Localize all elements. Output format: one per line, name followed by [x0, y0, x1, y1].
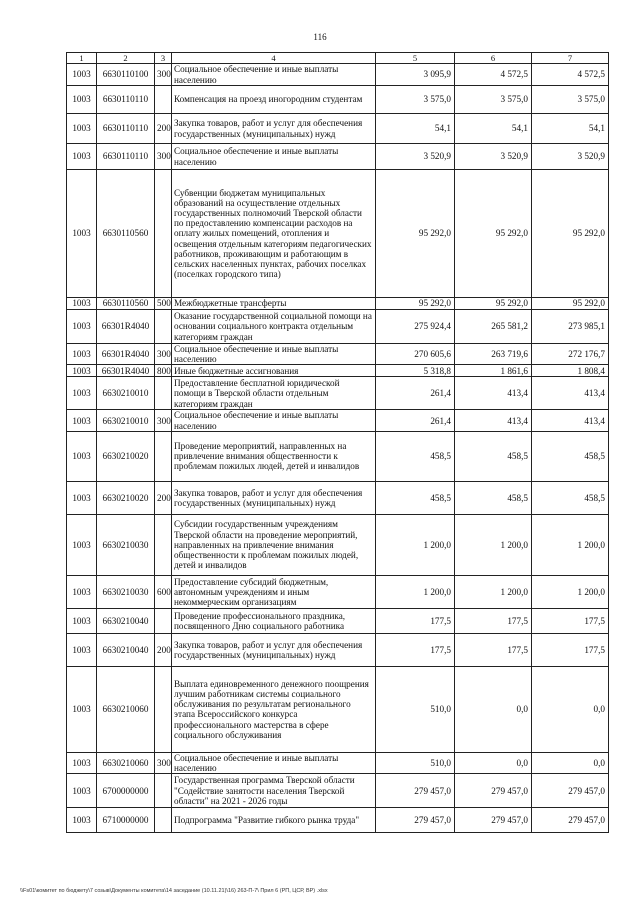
- cell-razdel: 1003: [67, 774, 97, 808]
- cell-v7: 1 200,0: [532, 514, 609, 575]
- cell-razdel: 1003: [67, 298, 97, 310]
- cell-vr: [155, 774, 172, 808]
- cell-v7: 4 572,5: [532, 64, 609, 86]
- cell-name: Государственная программа Тверской области "Содействие занятости населения Тверской области" на 2021 - 2026 годы: [172, 774, 376, 808]
- cell-vr: 200: [155, 633, 172, 666]
- cell-razdel: 1003: [67, 344, 97, 365]
- cell-v6: 54,1: [455, 114, 532, 144]
- cell-razdel: 1003: [67, 514, 97, 575]
- cell-v6: 1 200,0: [455, 514, 532, 575]
- cell-v7: 413,4: [532, 377, 609, 410]
- cell-v7: 177,5: [532, 633, 609, 666]
- cell-vr: [155, 808, 172, 833]
- cell-v6: 3 575,0: [455, 86, 532, 114]
- cell-v6: 263 719,6: [455, 344, 532, 365]
- cell-v5: 3 575,0: [376, 86, 455, 114]
- cell-vr: 300: [155, 64, 172, 86]
- table-row: [67, 808, 609, 833]
- header-cell: 2: [97, 53, 155, 64]
- cell-v6: 95 292,0: [455, 170, 532, 298]
- cell-name: Предоставление бесплатной юридической помощи в Тверской области отдельным категориям граждан: [172, 377, 376, 410]
- header-cell: 3: [155, 53, 172, 64]
- cell-v7: 1 808,4: [532, 365, 609, 377]
- cell-vr: 200: [155, 481, 172, 514]
- cell-v5: 261,4: [376, 377, 455, 410]
- cell-name: Межбюджетные трансферты: [172, 298, 376, 310]
- cell-v6: 177,5: [455, 608, 532, 633]
- page-number: 116: [313, 32, 327, 42]
- cell-csr: 6700000000: [97, 774, 155, 808]
- cell-razdel: 1003: [67, 170, 97, 298]
- cell-name: Закупка товаров, работ и услуг для обеспечения государственных (муниципальных) нужд: [172, 481, 376, 514]
- cell-v6: 177,5: [455, 633, 532, 666]
- cell-razdel: 1003: [67, 310, 97, 344]
- cell-vr: 300: [155, 410, 172, 431]
- cell-v7: 3 575,0: [532, 86, 609, 114]
- cell-v5: 510,0: [376, 666, 455, 752]
- cell-csr: 6630210060: [97, 752, 155, 773]
- cell-razdel: 1003: [67, 633, 97, 666]
- header-cell: 4: [172, 53, 376, 64]
- cell-name: Субсидии государственным учреждениям Тверской области на проведение мероприятий, направленных на привлечение внимания общественности к проблемам пожилых людей, детей и инвалидов: [172, 514, 376, 575]
- table-row: [67, 514, 609, 575]
- cell-csr: 6630110110: [97, 114, 155, 144]
- cell-v6: 279 457,0: [455, 774, 532, 808]
- cell-v6: 1 200,0: [455, 575, 532, 608]
- cell-name: Социальное обеспечение и иные выплаты населению: [172, 64, 376, 86]
- cell-v7: 1 200,0: [532, 575, 609, 608]
- cell-vr: 800: [155, 365, 172, 377]
- cell-v5: 1 200,0: [376, 575, 455, 608]
- cell-csr: 66301R4040: [97, 344, 155, 365]
- cell-name: Закупка товаров, работ и услуг для обеспечения государственных (муниципальных) нужд: [172, 633, 376, 666]
- table-row: [67, 114, 609, 144]
- cell-v7: 413,4: [532, 410, 609, 431]
- table-row: [67, 310, 609, 344]
- cell-name: Социальное обеспечение и иные выплаты населению: [172, 410, 376, 431]
- cell-v5: 54,1: [376, 114, 455, 144]
- cell-v6: 4 572,5: [455, 64, 532, 86]
- cell-vr: [155, 666, 172, 752]
- cell-csr: 6630110560: [97, 298, 155, 310]
- cell-v5: 279 457,0: [376, 774, 455, 808]
- cell-csr: 66301R4040: [97, 365, 155, 377]
- cell-v7: 0,0: [532, 752, 609, 773]
- cell-v5: 279 457,0: [376, 808, 455, 833]
- cell-v5: 275 924,4: [376, 310, 455, 344]
- table-row: [67, 431, 609, 481]
- cell-v7: 3 520,9: [532, 144, 609, 170]
- table-row: [67, 298, 609, 310]
- cell-v6: 458,5: [455, 481, 532, 514]
- cell-csr: 6710000000: [97, 808, 155, 833]
- cell-vr: 600: [155, 575, 172, 608]
- table-row: [67, 752, 609, 773]
- cell-vr: 300: [155, 752, 172, 773]
- cell-v6: 0,0: [455, 666, 532, 752]
- cell-v5: 3 520,9: [376, 144, 455, 170]
- table-row: [67, 64, 609, 86]
- cell-name: Закупка товаров, работ и услуг для обеспечения государственных (муниципальных) нужд: [172, 114, 376, 144]
- cell-razdel: 1003: [67, 808, 97, 833]
- cell-csr: 6630110110: [97, 86, 155, 114]
- cell-name: Иные бюджетные ассигнования: [172, 365, 376, 377]
- table-row: [67, 86, 609, 114]
- cell-v6: 3 520,9: [455, 144, 532, 170]
- cell-v5: 270 605,6: [376, 344, 455, 365]
- table-row: [67, 144, 609, 170]
- cell-razdel: 1003: [67, 64, 97, 86]
- cell-v5: 458,5: [376, 431, 455, 481]
- cell-vr: [155, 310, 172, 344]
- cell-v5: 177,5: [376, 608, 455, 633]
- cell-v5: 1 200,0: [376, 514, 455, 575]
- cell-vr: 500: [155, 298, 172, 310]
- cell-name: Оказание государственной социальной помощи на основании социального контракта отдельным категориям граждан: [172, 310, 376, 344]
- table-row: [67, 633, 609, 666]
- cell-v5: 5 318,8: [376, 365, 455, 377]
- cell-csr: 6630210030: [97, 514, 155, 575]
- cell-csr: 6630210040: [97, 633, 155, 666]
- cell-vr: 300: [155, 344, 172, 365]
- cell-razdel: 1003: [67, 666, 97, 752]
- table-row: [67, 410, 609, 431]
- cell-name: Субвенции бюджетам муниципальных образований на осуществление отдельных государственных полномочий Тверской области по предоставлению компенсации расходов на оплату жилых помещений, отопления и освещения отдельным категориям педагогических работников, проживающим и работающим в сельских населенных пунктах, рабочих поселках (поселках городского типа): [172, 170, 376, 298]
- cell-csr: 66301R4040: [97, 310, 155, 344]
- cell-vr: [155, 170, 172, 298]
- cell-v6: 413,4: [455, 377, 532, 410]
- cell-v7: 458,5: [532, 481, 609, 514]
- cell-vr: [155, 377, 172, 410]
- header-cell: 1: [67, 53, 97, 64]
- cell-name: Выплата единовременного денежного поощрения лучшим работникам системы социального обслуживания по результатам регионального этапа Всероссийского конкурса профессионального мастерства в сфере социального обслуживания: [172, 666, 376, 752]
- header-cell: 7: [532, 53, 609, 64]
- cell-v5: 95 292,0: [376, 170, 455, 298]
- budget-table: [66, 52, 609, 833]
- cell-razdel: 1003: [67, 481, 97, 514]
- cell-v6: 0,0: [455, 752, 532, 773]
- header-cell: 6: [455, 53, 532, 64]
- cell-name: Проведение профессионального праздника, посвященного Дню социального работника: [172, 608, 376, 633]
- cell-v7: 273 985,1: [532, 310, 609, 344]
- cell-v7: 279 457,0: [532, 774, 609, 808]
- cell-v7: 95 292,0: [532, 298, 609, 310]
- cell-razdel: 1003: [67, 144, 97, 170]
- cell-vr: [155, 431, 172, 481]
- file-path-footer: \\Fs01\комитет по бюджету\7 созыв\Документы комитета\14 заседание (10.11.21)\16) 263-П-7\ Прил 6 (РП, ЦСР, ВР) .xlsx: [20, 888, 328, 894]
- cell-v6: 95 292,0: [455, 298, 532, 310]
- cell-name: Социальное обеспечение и иные выплаты населению: [172, 752, 376, 773]
- table-row: [67, 344, 609, 365]
- cell-csr: 6630210020: [97, 481, 155, 514]
- cell-v7: 95 292,0: [532, 170, 609, 298]
- cell-vr: [155, 86, 172, 114]
- cell-name: Социальное обеспечение и иные выплаты населению: [172, 144, 376, 170]
- cell-v5: 458,5: [376, 481, 455, 514]
- cell-name: Проведение мероприятий, направленных на привлечение внимания общественности к проблемам пожилых людей, детей и инвалидов: [172, 431, 376, 481]
- cell-vr: 300: [155, 144, 172, 170]
- cell-csr: 6630110100: [97, 64, 155, 86]
- cell-razdel: 1003: [67, 365, 97, 377]
- table-row: [67, 170, 609, 298]
- table-row: [67, 666, 609, 752]
- table-row: [67, 608, 609, 633]
- header-row: [67, 53, 609, 64]
- cell-v7: 279 457,0: [532, 808, 609, 833]
- cell-v7: 0,0: [532, 666, 609, 752]
- cell-name: Социальное обеспечение и иные выплаты населению: [172, 344, 376, 365]
- cell-csr: 6630210010: [97, 377, 155, 410]
- cell-v6: 458,5: [455, 431, 532, 481]
- cell-v6: 413,4: [455, 410, 532, 431]
- cell-v5: 510,0: [376, 752, 455, 773]
- cell-razdel: 1003: [67, 608, 97, 633]
- cell-v6: 279 457,0: [455, 808, 532, 833]
- cell-v7: 54,1: [532, 114, 609, 144]
- cell-razdel: 1003: [67, 86, 97, 114]
- table-row: [67, 365, 609, 377]
- cell-razdel: 1003: [67, 410, 97, 431]
- cell-v5: 261,4: [376, 410, 455, 431]
- cell-v6: 265 581,2: [455, 310, 532, 344]
- cell-csr: 6630210010: [97, 410, 155, 431]
- cell-v6: 1 861,6: [455, 365, 532, 377]
- cell-name: Подпрограмма "Развитие гибкого рынка труда": [172, 808, 376, 833]
- cell-v7: 458,5: [532, 431, 609, 481]
- table-row: [67, 481, 609, 514]
- cell-razdel: 1003: [67, 114, 97, 144]
- cell-csr: 6630210060: [97, 666, 155, 752]
- table-row: [67, 774, 609, 808]
- cell-csr: 6630210040: [97, 608, 155, 633]
- table-row: [67, 377, 609, 410]
- cell-csr: 6630210030: [97, 575, 155, 608]
- header-cell: 5: [376, 53, 455, 64]
- cell-razdel: 1003: [67, 377, 97, 410]
- cell-csr: 6630210020: [97, 431, 155, 481]
- cell-csr: 6630110560: [97, 170, 155, 298]
- cell-razdel: 1003: [67, 431, 97, 481]
- cell-razdel: 1003: [67, 575, 97, 608]
- cell-name: Компенсация на проезд иногородним студентам: [172, 86, 376, 114]
- cell-v5: 177,5: [376, 633, 455, 666]
- cell-v7: 177,5: [532, 608, 609, 633]
- table-row: [67, 575, 609, 608]
- cell-vr: [155, 514, 172, 575]
- cell-vr: [155, 608, 172, 633]
- cell-csr: 6630110110: [97, 144, 155, 170]
- cell-name: Предоставление субсидий бюджетным, автономным учреждениям и иным некоммерческим организациям: [172, 575, 376, 608]
- cell-v7: 272 176,7: [532, 344, 609, 365]
- cell-v5: 3 095,9: [376, 64, 455, 86]
- cell-vr: 200: [155, 114, 172, 144]
- cell-razdel: 1003: [67, 752, 97, 773]
- cell-v5: 95 292,0: [376, 298, 455, 310]
